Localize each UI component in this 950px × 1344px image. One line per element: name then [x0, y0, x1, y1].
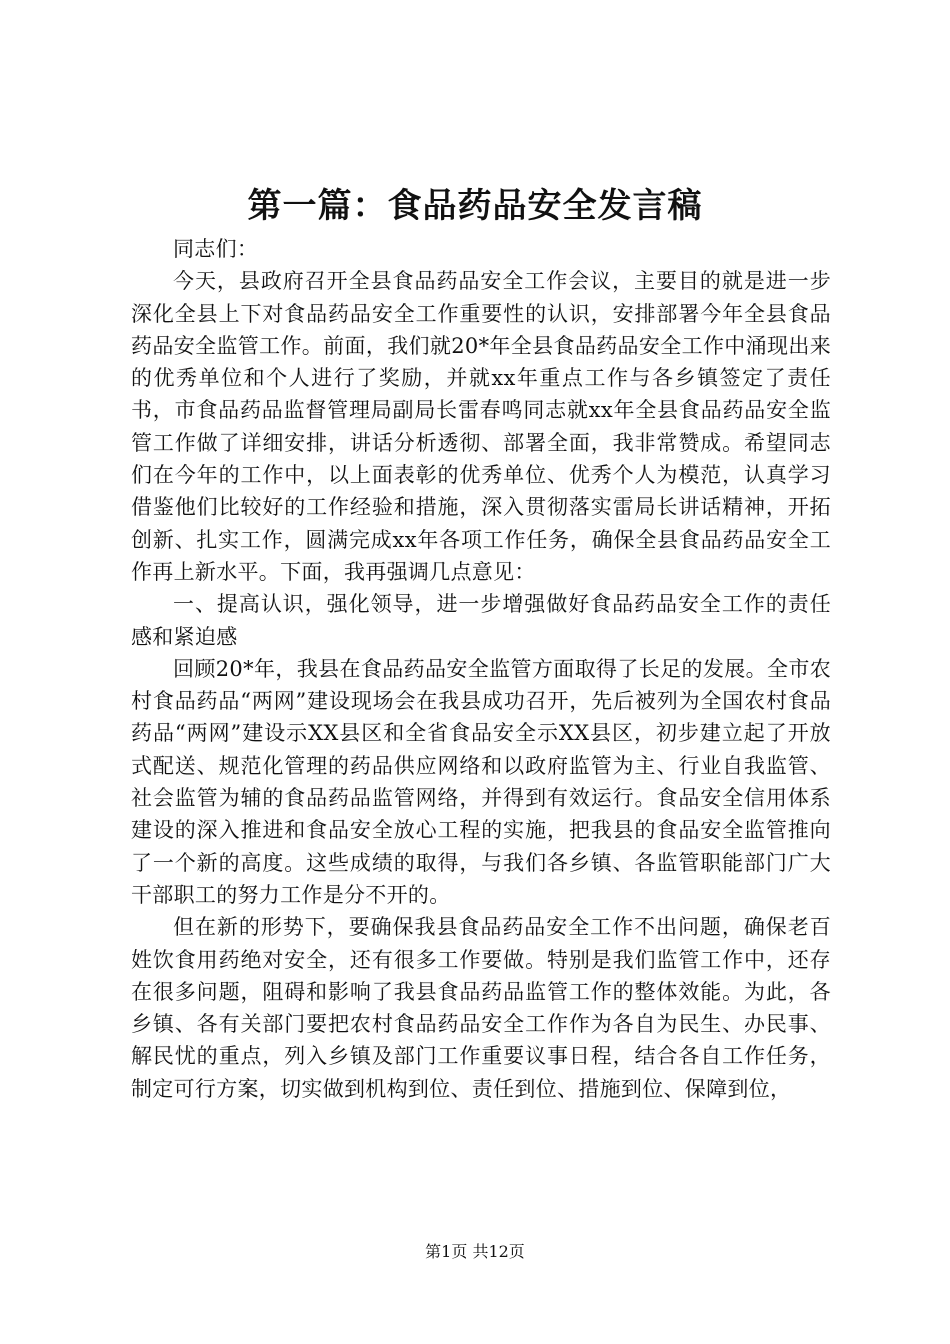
body-paragraph: 今天，县政府召开全县食品药品安全工作会议，主要目的就是进一步深化全县上下对食品药品安全工作重要性的认识，安排部署今年全县食品药品安全监管工作。前面，我们就20*年全县食品药品安全工作中涌现出来的优秀单位和个人进行了奖励，并就xx年重点工作与各乡镇签定了责任书，市食品药品监督管理局副局长雷春鸣同志就xx年全县食品药品安全监管工作做了详细安排，讲话分析透彻、部署全面，我非常赞成。希望同志们在今年的工作中，以上面表彰的优秀单位、优秀个人为模范，认真学习借鉴他们比较好的工作经验和措施，深入贯彻落实雷局长讲话精神，开拓创新、扎实工作，圆满完成xx年各项工作任务，确保全县食品药品安全工作再上新水平。下面，我再强调几点意见： — [131, 269, 831, 584]
document-body — [131, 233, 831, 1105]
body-paragraph: 但在新的形势下，要确保我县食品药品安全工作不出问题，确保老百姓饮食用药绝对安全，还有很多工作要做。特别是我们监管工作中，还存在很多问题，阻碍和影响了我县食品药品监管工作的整体效能。为此，各乡镇、各有关部门要把农村食品药品安全工作作为各自为民生、办民事、解民忧的重点，列入乡镇及部门工作重要议事日程，结合各自工作任务，制定可行方案，切实做到机构到位、责任到位、措施到位、保障到位， — [131, 915, 831, 1101]
section-heading-paragraph: 一、提高认识，强化领导，进一步增强做好食品药品安全工作的责任感和紧迫感 — [131, 592, 831, 649]
page-number-footer: 第1页 共12页 — [425, 1242, 525, 1261]
salutation-paragraph: 同志们： — [173, 237, 259, 261]
body-paragraph: 回顾20*年，我县在食品药品安全监管方面取得了长足的发展。全市农村食品药品“两网”建设现场会在我县成功召开，先后被列为全国农村食品药品“两网”建设示XX县区和全省食品安全示XX县区，初步建立起了开放式配送、规范化管理的药品供应网络和以政府监管为主、行业自我监管、社会监管为辅的食品药品监管网络，并得到有效运行。食品安全信用体系建设的深入推进和食品安全放心工程的实施，把我县的食品安全监管推向了一个新的高度。这些成绩的取得，与我们各乡镇、各监管职能部门广大干部职工的努力工作是分不开的。 — [131, 656, 831, 907]
document-title: 第一篇：食品药品安全发言稿 — [247, 186, 703, 226]
